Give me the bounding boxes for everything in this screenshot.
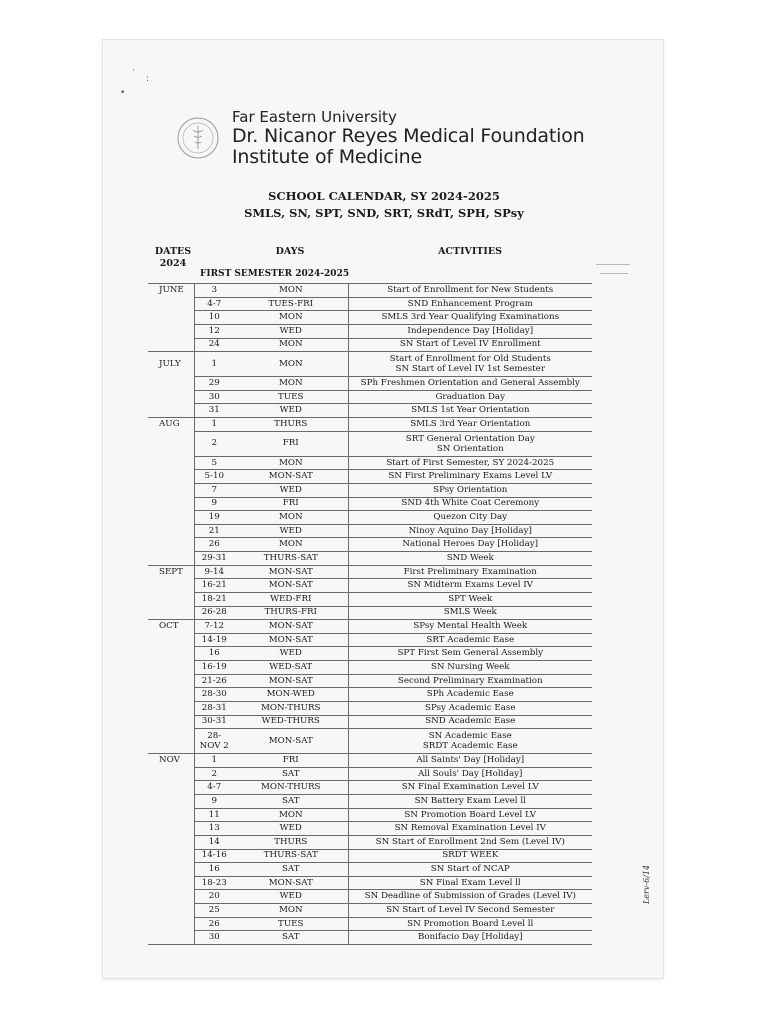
- date-cell: 2: [194, 767, 234, 781]
- date-cell: 26: [194, 917, 234, 931]
- month-cell: [148, 849, 194, 863]
- month-cell: [148, 890, 194, 904]
- day-cell: MON: [234, 284, 348, 298]
- day-cell: SAT: [234, 931, 348, 945]
- date-cell: 9: [194, 497, 234, 511]
- activity-cell: All Saints' Day [Holiday]: [348, 754, 592, 768]
- month-cell: [148, 876, 194, 890]
- activity-cell: SPsy Mental Health Week: [348, 620, 592, 634]
- table-row: [148, 715, 592, 729]
- date-cell: 18-21: [194, 592, 234, 606]
- date-cell: 3: [194, 284, 234, 298]
- activity-cell: SN Start of NCAP: [348, 863, 592, 877]
- day-cell: WED-THURS: [234, 715, 348, 729]
- month-cell: [148, 338, 194, 352]
- date-cell: 28-31: [194, 701, 234, 715]
- month-cell: [148, 715, 194, 729]
- day-cell: SAT: [234, 767, 348, 781]
- date-cell: 21: [194, 524, 234, 538]
- university-name: Far Eastern University: [232, 108, 397, 126]
- month-cell: [148, 835, 194, 849]
- table-row: [148, 390, 592, 404]
- scan-mark: [600, 273, 628, 274]
- month-cell: [148, 538, 194, 552]
- day-cell: MON-SAT: [234, 579, 348, 593]
- date-cell: 14-16: [194, 849, 234, 863]
- month-cell: [148, 863, 194, 877]
- day-cell: MON: [234, 338, 348, 352]
- date-cell: 18-23: [194, 876, 234, 890]
- date-cell: 29: [194, 377, 234, 391]
- scan-speck: ·: [132, 66, 135, 76]
- table-row: [148, 808, 592, 822]
- table-row: [148, 483, 592, 497]
- activity-line: SRDT Academic Ease: [422, 741, 518, 752]
- date-cell: 13: [194, 822, 234, 836]
- day-cell: WED: [234, 524, 348, 538]
- date-cell: 1: [194, 418, 234, 432]
- day-cell: WED: [234, 890, 348, 904]
- month-cell: [148, 324, 194, 338]
- table-row: [148, 620, 592, 634]
- month-cell: [148, 781, 194, 795]
- month-cell: AUG: [148, 418, 194, 432]
- month-cell: [148, 511, 194, 525]
- day-cell: MON-THURS: [234, 701, 348, 715]
- month-cell: [148, 729, 194, 754]
- table-row: [148, 767, 592, 781]
- table-row: [148, 917, 592, 931]
- semester-heading: FIRST SEMESTER 2024-2025: [200, 269, 350, 279]
- date-cell: 5-10: [194, 470, 234, 484]
- day-cell: WED-SAT: [234, 661, 348, 675]
- activity-cell: SN Start of Level IV Enrollment: [348, 338, 592, 352]
- activity-cell: SN Removal Examination Level IV: [348, 822, 592, 836]
- month-cell: [148, 647, 194, 661]
- date-cell: 7: [194, 483, 234, 497]
- table-row: [148, 565, 592, 579]
- date-cell: 21-26: [194, 674, 234, 688]
- date-cell: 9-14: [194, 565, 234, 579]
- table-row: [148, 524, 592, 538]
- activity-cell: SN Promotion Board Level LV: [348, 808, 592, 822]
- day-cell: FRI: [234, 497, 348, 511]
- month-cell: [148, 606, 194, 620]
- day-cell: MON-SAT: [234, 633, 348, 647]
- date-cell: 4-7: [194, 781, 234, 795]
- table-row: [148, 377, 592, 391]
- day-cell: THURS: [234, 418, 348, 432]
- day-cell: FRI: [234, 431, 348, 456]
- month-cell: [148, 552, 194, 566]
- month-cell: [148, 767, 194, 781]
- month-cell: [148, 390, 194, 404]
- activity-line: SRT General Orientation Day: [405, 433, 535, 444]
- activity-cell: SN Start of Enrollment 2nd Sem (Level IV): [348, 835, 592, 849]
- table-row: [148, 579, 592, 593]
- table-row: [148, 647, 592, 661]
- margin-signature: [640, 858, 654, 908]
- margin-note: Lerv-6/14: [642, 864, 651, 904]
- table-row: [148, 431, 592, 456]
- day-cell: MON-SAT: [234, 876, 348, 890]
- table-row: [148, 284, 592, 298]
- day-cell: THURS-SAT: [234, 552, 348, 566]
- date-cell: 11: [194, 808, 234, 822]
- activity-cell: SMLS 1st Year Orientation: [348, 404, 592, 418]
- activity-cell: SPT First Sem General Assembly: [348, 647, 592, 661]
- activity-line: SN Start of Level IV 1st Semester: [395, 364, 545, 375]
- day-cell: SAT: [234, 795, 348, 809]
- activity-line: SN Academic Ease: [428, 731, 512, 742]
- day-cell: WED: [234, 647, 348, 661]
- day-cell: TUES: [234, 917, 348, 931]
- activity-cell: Start of First Semester, SY 2024-2025: [348, 456, 592, 470]
- date-cell: 9: [194, 795, 234, 809]
- month-cell: [148, 470, 194, 484]
- date-cell: 4-7: [194, 297, 234, 311]
- month-cell: OCT: [148, 620, 194, 634]
- month-cell: [148, 688, 194, 702]
- date-cell: 16: [194, 647, 234, 661]
- table-row: [148, 470, 592, 484]
- activity-cell: First Preliminary Examination: [348, 565, 592, 579]
- date-cell: 16-21: [194, 579, 234, 593]
- day-cell: MON: [234, 904, 348, 918]
- activity-cell: [348, 352, 592, 377]
- table-row: [148, 876, 592, 890]
- table-row: [148, 456, 592, 470]
- day-cell: SAT: [234, 863, 348, 877]
- activity-cell: SPsy Orientation: [348, 483, 592, 497]
- table-row: [148, 863, 592, 877]
- date-line: NOV 2: [199, 741, 229, 752]
- activity-cell: Ninoy Aquino Day [Holiday]: [348, 524, 592, 538]
- table-row: [148, 781, 592, 795]
- day-cell: MON: [234, 311, 348, 325]
- activity-cell: SN Final Exam Level ll: [348, 876, 592, 890]
- day-cell: MON-THURS: [234, 781, 348, 795]
- activity-cell: [348, 729, 592, 754]
- date-cell: 12: [194, 324, 234, 338]
- activity-cell: All Souls' Day [Holiday]: [348, 767, 592, 781]
- scan-speck: •: [120, 88, 126, 98]
- day-cell: MON: [234, 511, 348, 525]
- activity-cell: SRDT WEEK: [348, 849, 592, 863]
- month-cell: [148, 311, 194, 325]
- activity-cell: SND 4th White Coat Ceremony: [348, 497, 592, 511]
- month-cell: [148, 483, 194, 497]
- calendar-body: [148, 284, 592, 945]
- activity-cell: SN Nursing Week: [348, 661, 592, 675]
- month-cell: [148, 661, 194, 675]
- activity-cell: SN Deadline of Submission of Grades (Level IV): [348, 890, 592, 904]
- month-cell: [148, 456, 194, 470]
- month-cell: SEPT: [148, 565, 194, 579]
- month-cell: [148, 497, 194, 511]
- day-cell: MON: [234, 352, 348, 377]
- table-row: [148, 729, 592, 754]
- date-cell: 5: [194, 456, 234, 470]
- month-cell: [148, 917, 194, 931]
- table-row: [148, 688, 592, 702]
- table-row: [148, 324, 592, 338]
- day-cell: TUES: [234, 390, 348, 404]
- month-cell: [148, 808, 194, 822]
- table-row: [148, 795, 592, 809]
- institution-header: [232, 110, 584, 167]
- date-cell: 31: [194, 404, 234, 418]
- table-row: [148, 552, 592, 566]
- month-cell: [148, 431, 194, 456]
- table-row: [148, 849, 592, 863]
- month-cell: [148, 377, 194, 391]
- table-row: [148, 822, 592, 836]
- table-row: [148, 931, 592, 945]
- table-row: [148, 606, 592, 620]
- day-cell: THURS-FRI: [234, 606, 348, 620]
- day-cell: MON-SAT: [234, 565, 348, 579]
- activity-cell: SN Promotion Board Level ll: [348, 917, 592, 931]
- month-cell: [148, 822, 194, 836]
- activity-cell: Bonifacio Day [Holiday]: [348, 931, 592, 945]
- table-row: [148, 297, 592, 311]
- table-row: [148, 701, 592, 715]
- column-header-dates: DATES: [154, 246, 192, 257]
- table-row: [148, 352, 592, 377]
- date-cell: 29-31: [194, 552, 234, 566]
- date-cell: 16: [194, 863, 234, 877]
- date-cell: 16-19: [194, 661, 234, 675]
- date-cell: 14: [194, 835, 234, 849]
- activity-cell: Start of Enrollment for New Students: [348, 284, 592, 298]
- date-cell: 30-31: [194, 715, 234, 729]
- date-cell: 19: [194, 511, 234, 525]
- column-header-activities: ACTIVITIES: [438, 246, 502, 257]
- date-cell: 30: [194, 390, 234, 404]
- column-header-days: DAYS: [275, 246, 305, 257]
- activity-cell: SN Midterm Exams Level IV: [348, 579, 592, 593]
- date-cell: 20: [194, 890, 234, 904]
- institute-name: Institute of Medicine: [232, 146, 422, 168]
- table-row: [148, 538, 592, 552]
- scan-speck: :: [146, 74, 150, 84]
- activity-cell: SPsy Academic Ease: [348, 701, 592, 715]
- day-cell: TUES-FRI: [234, 297, 348, 311]
- day-cell: WED-FRI: [234, 592, 348, 606]
- date-line: 28-: [207, 731, 222, 742]
- date-cell: 7-12: [194, 620, 234, 634]
- activity-cell: SND Week: [348, 552, 592, 566]
- month-cell: JUNE: [148, 284, 194, 298]
- table-row: [148, 890, 592, 904]
- activity-cell: SPh Freshmen Orientation and General Assembly: [348, 377, 592, 391]
- month-cell: [148, 701, 194, 715]
- table-row: [148, 904, 592, 918]
- day-cell: THURS: [234, 835, 348, 849]
- day-cell: MON-SAT: [234, 729, 348, 754]
- activity-cell: National Heroes Day [Holiday]: [348, 538, 592, 552]
- day-cell: MON: [234, 377, 348, 391]
- scan-mark: [596, 264, 630, 265]
- month-cell: [148, 592, 194, 606]
- table-row: [148, 311, 592, 325]
- foundation-name: Dr. Nicanor Reyes Medical Foundation: [232, 125, 585, 147]
- date-cell: [194, 729, 234, 754]
- month-cell: [148, 931, 194, 945]
- activity-line: Start of Enrollment for Old Students: [389, 354, 551, 365]
- seal-icon: [176, 116, 220, 160]
- activity-cell: [348, 431, 592, 456]
- activity-cell: SN Final Examination Level LV: [348, 781, 592, 795]
- table-row: [148, 835, 592, 849]
- date-cell: 26: [194, 538, 234, 552]
- activity-cell: SN Start of Level IV Second Semester: [348, 904, 592, 918]
- activity-cell: Graduation Day: [348, 390, 592, 404]
- table-row: [148, 497, 592, 511]
- day-cell: MON-SAT: [234, 674, 348, 688]
- day-cell: WED: [234, 483, 348, 497]
- activity-line: SN Orientation: [436, 443, 504, 454]
- activity-cell: SPT Week: [348, 592, 592, 606]
- table-row: [148, 754, 592, 768]
- date-cell: 2: [194, 431, 234, 456]
- date-cell: 25: [194, 904, 234, 918]
- table-row: [148, 404, 592, 418]
- table-row: [148, 633, 592, 647]
- activity-cell: SPh Academic Ease: [348, 688, 592, 702]
- day-cell: MON: [234, 538, 348, 552]
- month-cell: [148, 404, 194, 418]
- day-cell: FRI: [234, 754, 348, 768]
- activity-cell: SMLS Week: [348, 606, 592, 620]
- month-cell: [148, 674, 194, 688]
- date-cell: 28-30: [194, 688, 234, 702]
- activity-cell: SMLS 3rd Year Qualifying Examinations: [348, 311, 592, 325]
- table-row: [148, 674, 592, 688]
- date-cell: 30: [194, 931, 234, 945]
- table-row: [148, 661, 592, 675]
- month-cell: [148, 633, 194, 647]
- activity-cell: Independence Day [Holiday]: [348, 324, 592, 338]
- calendar-table: [148, 283, 592, 945]
- day-cell: MON-SAT: [234, 470, 348, 484]
- calendar-title: SCHOOL CALENDAR, SY 2024-2025: [268, 189, 500, 203]
- table-row: [148, 511, 592, 525]
- month-cell: [148, 579, 194, 593]
- day-cell: MON: [234, 808, 348, 822]
- day-cell: MON-WED: [234, 688, 348, 702]
- activity-cell: Quezon City Day: [348, 511, 592, 525]
- activity-cell: SND Academic Ease: [348, 715, 592, 729]
- activity-cell: SN Battery Exam Level ll: [348, 795, 592, 809]
- table-row: [148, 338, 592, 352]
- month-cell: [148, 904, 194, 918]
- date-cell: 24: [194, 338, 234, 352]
- activity-cell: SMLS 3rd Year Orientation: [348, 418, 592, 432]
- date-cell: 14-19: [194, 633, 234, 647]
- calendar-subtitle: SMLS, SN, SPT, SND, SRT, SRdT, SPH, SPsy: [244, 206, 524, 220]
- table-row: [148, 418, 592, 432]
- date-cell: 26-28: [194, 606, 234, 620]
- date-cell: 10: [194, 311, 234, 325]
- date-cell: 1: [194, 352, 234, 377]
- activity-cell: SND Enhancement Program: [348, 297, 592, 311]
- column-header-year: 2024: [159, 258, 187, 269]
- date-cell: 1: [194, 754, 234, 768]
- month-cell: [148, 795, 194, 809]
- day-cell: MON-SAT: [234, 620, 348, 634]
- day-cell: WED: [234, 324, 348, 338]
- month-cell: NOV: [148, 754, 194, 768]
- day-cell: MON: [234, 456, 348, 470]
- activity-cell: SRT Academic Ease: [348, 633, 592, 647]
- day-cell: THURS-SAT: [234, 849, 348, 863]
- table-row: [148, 592, 592, 606]
- day-cell: WED: [234, 822, 348, 836]
- activity-cell: Second Preliminary Examination: [348, 674, 592, 688]
- day-cell: WED: [234, 404, 348, 418]
- activity-cell: SN First Preliminary Exams Level LV: [348, 470, 592, 484]
- month-cell: [148, 297, 194, 311]
- month-cell: JULY: [148, 352, 194, 377]
- month-cell: [148, 524, 194, 538]
